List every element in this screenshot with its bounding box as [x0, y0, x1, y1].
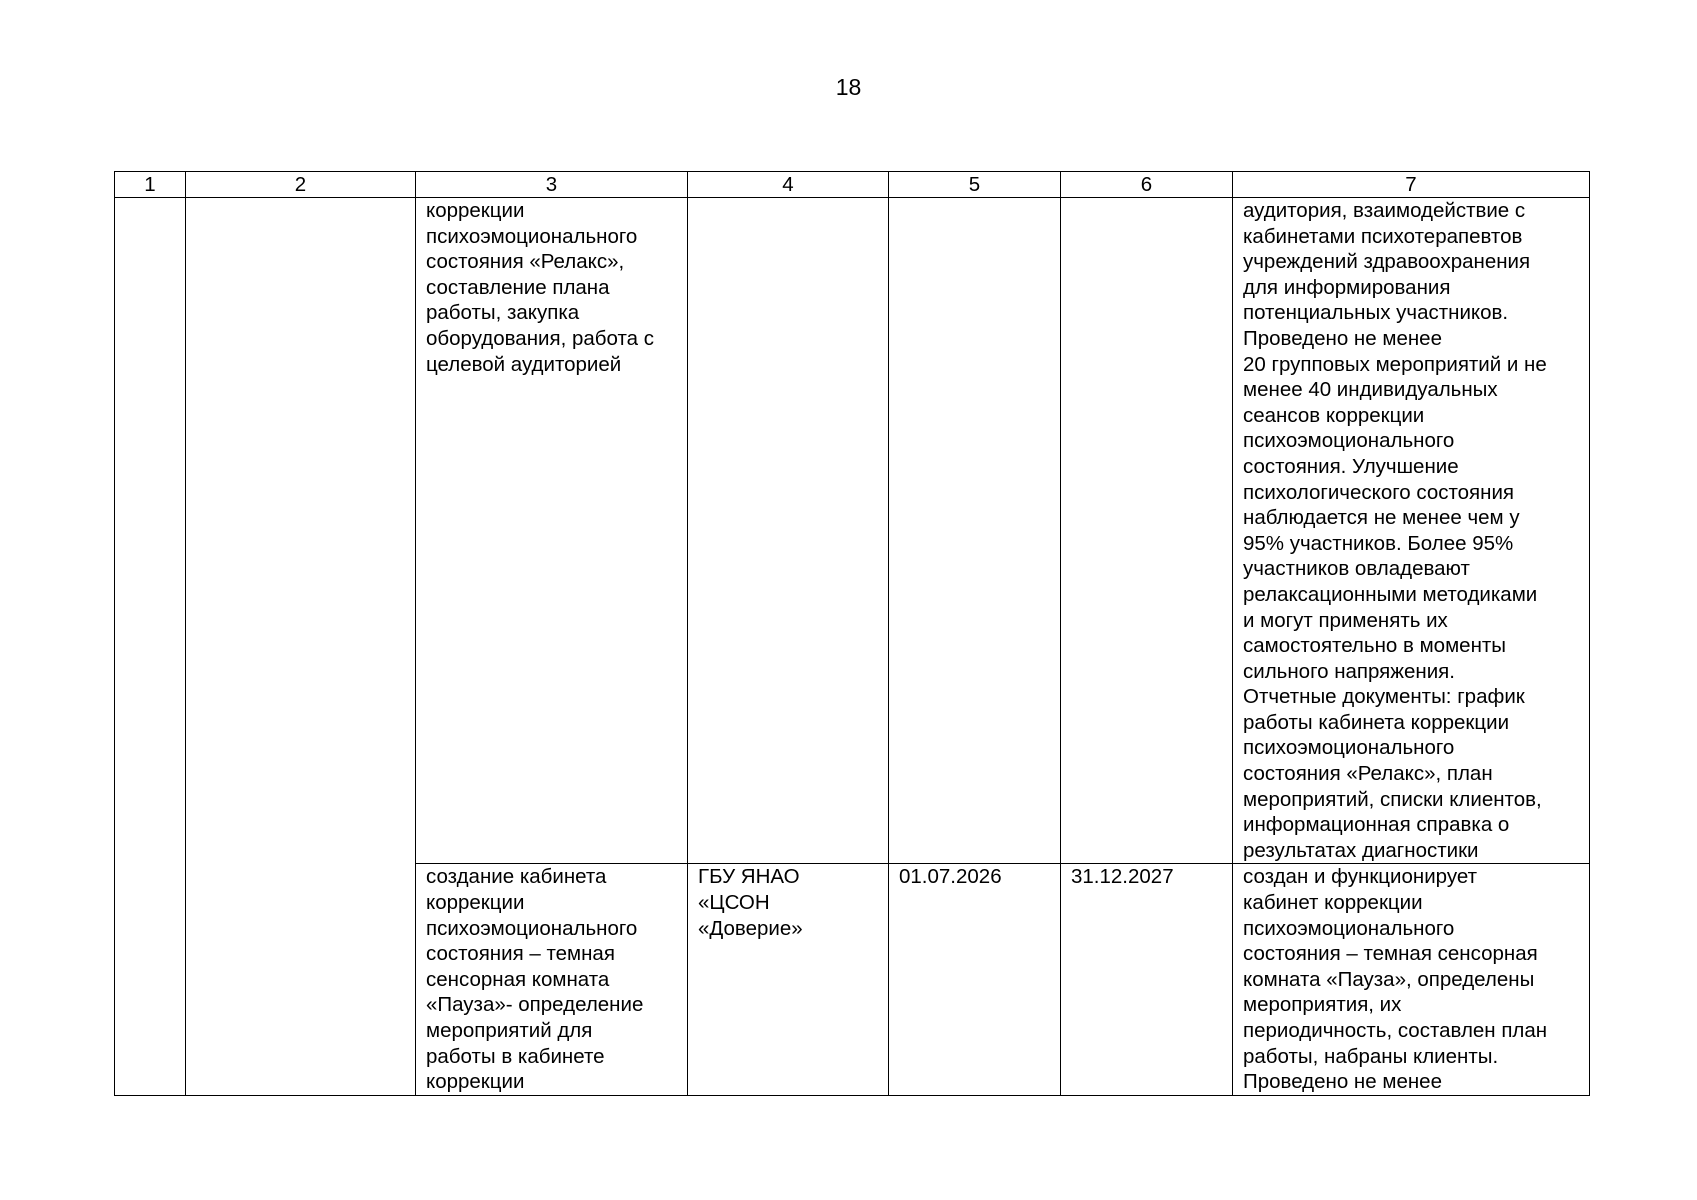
column-number-1: 1 — [115, 172, 186, 198]
activity-text: создание кабинета коррекции психоэмоционального состояния – темная сенсорная комната «Пауза»- определение мероприятий для работы в кабинете коррекции — [426, 865, 644, 1094]
table-header-row — [115, 172, 1590, 198]
cell-end-date — [1061, 198, 1233, 864]
cell-end-date — [1061, 864, 1233, 1095]
cell-executor — [688, 864, 889, 1095]
plan-table — [114, 171, 1590, 1096]
executor-text: ГБУ ЯНАО «ЦСОН «Доверие» — [698, 865, 803, 940]
cell-col1 — [115, 198, 186, 1096]
activity-text: коррекции психоэмоционального состояния «Релакс», составление плана работы, закупка оборудования, работа с целевой аудиторией — [426, 199, 654, 376]
cell-start-date — [889, 198, 1061, 864]
cell-result — [1233, 864, 1590, 1095]
column-number-6: 6 — [1061, 172, 1233, 198]
end-date-text: 31.12.2027 — [1071, 865, 1174, 889]
cell-executor — [688, 198, 889, 864]
column-number-2: 2 — [186, 172, 416, 198]
cell-activity — [416, 864, 688, 1095]
start-date-text: 01.07.2026 — [899, 865, 1002, 889]
cell-start-date — [889, 864, 1061, 1095]
page-number: 18 — [835, 74, 862, 100]
table-row — [115, 198, 1590, 864]
cell-col2 — [186, 198, 416, 1096]
column-number-4: 4 — [688, 172, 889, 198]
cell-activity — [416, 198, 688, 864]
result-text: создан и функционирует кабинет коррекции психоэмоционального состояния – темная сенсорная комната «Пауза», определены мероприятия, их периодичность, составлен план работы, набраны клиенты. Проведено не менее — [1243, 865, 1548, 1094]
cell-result — [1233, 198, 1590, 864]
column-number-5: 5 — [889, 172, 1061, 198]
column-number-7: 7 — [1233, 172, 1590, 198]
column-number-3: 3 — [416, 172, 688, 198]
result-text: аудитория, взаимодействие с кабинетами психотерапевтов учреждений здравоохранения для информирования потенциальных участников. Проведено не менее 20 групповых мероприятий и не менее 40 индивидуальных сеансов коррекции психоэмоционального состояния. Улучшение психологического состояния наблюдается не менее чем у 95% участников. Более 95% участников овладевают релаксационными методиками и могут применять их самостоятельно в моменты сильного напряжения. Отчетные документы: график работы кабинета коррекции психоэмоционального состояния «Релакс», план мероприятий, списки клиентов, информационная справка о результатах диагностики — [1243, 199, 1547, 862]
